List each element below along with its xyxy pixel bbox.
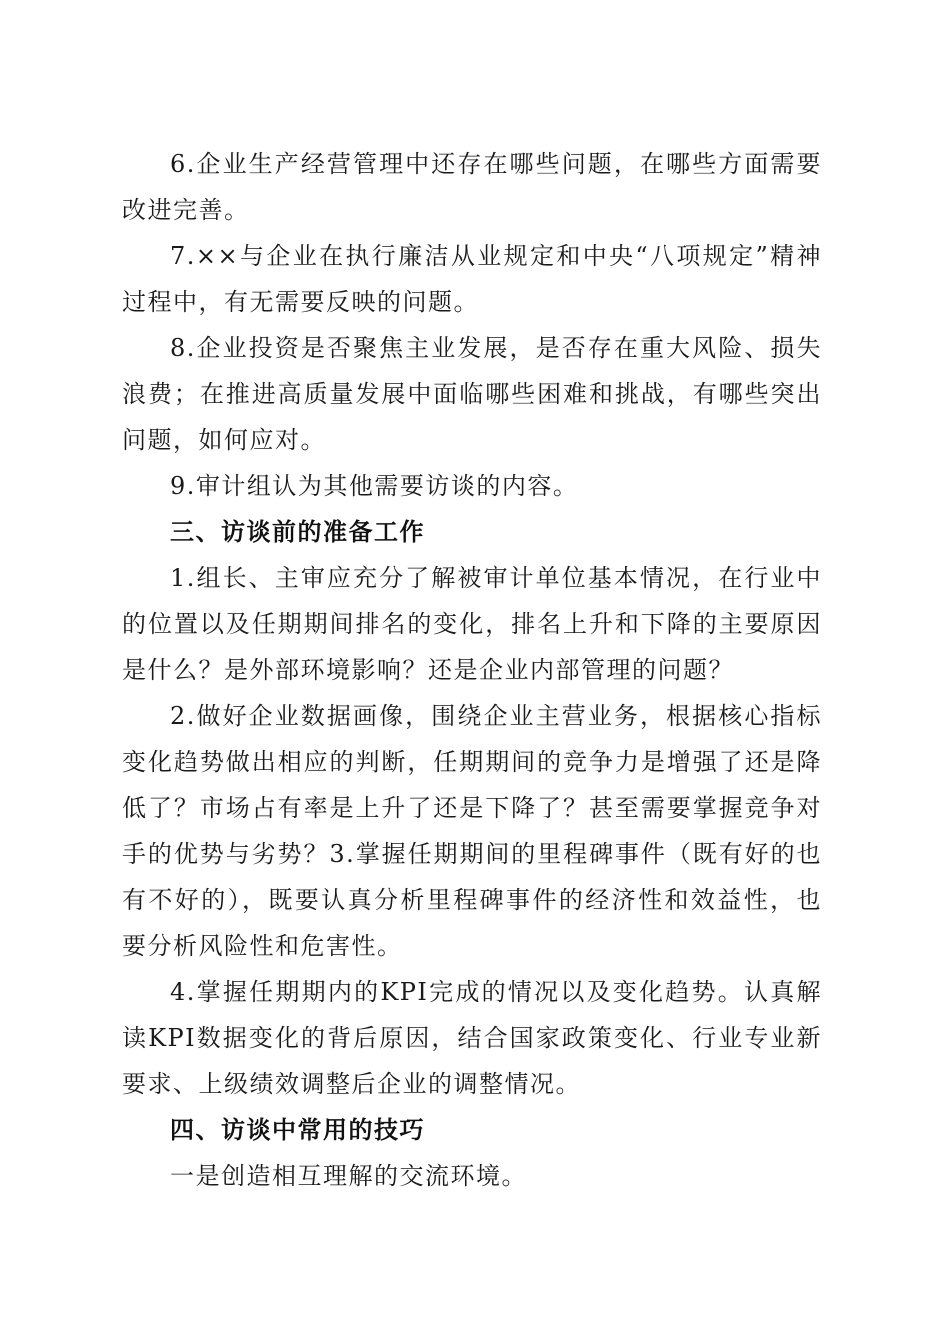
- technique-1-paragraph: 一是创造相互理解的交流环境。: [170, 1162, 527, 1190]
- item-7-paragraph: 7.××与企业在执行廉洁从业规定和中央“八项规定”精神过程中，有无需要反映的问题。: [122, 242, 822, 316]
- prep-item-4-paragraph: 4.掌握任期期内的KPI完成的情况以及变化趋势。认真解读KPI数据变化的背后原因，结合国家政策变化、行业专业新要求、上级绩效调整后企业的调整情况。: [122, 978, 822, 1098]
- section-3-heading: 三、访谈前的准备工作: [170, 518, 425, 546]
- item-6-paragraph: 6.企业生产经营管理中还存在哪些问题，在哪些方面需要改进完善。: [122, 150, 822, 224]
- item-8-paragraph: 8.企业投资是否聚焦主业发展，是否存在重大风险、损失浪费；在推进高质量发展中面临哪些困难和挑战，有哪些突出问题，如何应对。: [122, 334, 822, 454]
- document-body: [122, 141, 822, 1199]
- section-4-heading: 四、访谈中常用的技巧: [170, 1116, 425, 1144]
- prep-item-1-paragraph: 1.组长、主审应充分了解被审计单位基本情况，在行业中的位置以及任期期间排名的变化，排名上升和下降的主要原因是什么？是外部环境影响？还是企业内部管理的问题？: [122, 564, 822, 684]
- prep-item-2-3-paragraph: 2.做好企业数据画像，围绕企业主营业务，根据核心指标变化趋势做出相应的判断，任期期间的竞争力是增强了还是降低了？市场占有率是上升了还是下降了？甚至需要掌握竞争对手的优势与劣势？3.掌握任期期间的里程碑事件（既有好的也有不好的），既要认真分析里程碑事件的经济性和效益性，也要分析风险性和危害性。: [122, 702, 822, 960]
- item-9-paragraph: 9.审计组认为其他需要访谈的内容。: [170, 472, 579, 500]
